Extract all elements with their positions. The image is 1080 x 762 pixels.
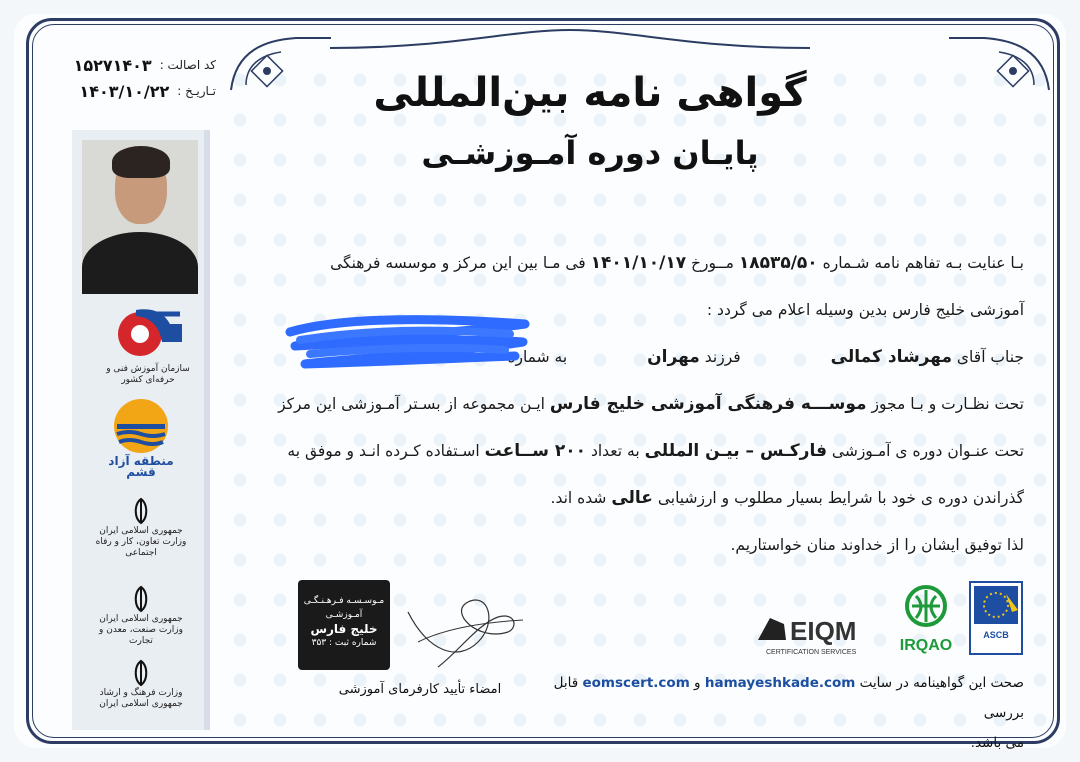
stamp-line-2: خلیج فارس [310, 622, 378, 636]
holder-photo [82, 140, 198, 294]
body-text: فرزند [699, 348, 741, 366]
tvto-emblem-icon [110, 302, 186, 364]
body-text: ایـن مجموعه از بسـتر آمـوزشی این مرکز [278, 395, 550, 413]
photo-hair [112, 146, 170, 178]
signature [398, 572, 528, 672]
issue-date-value: ۱۴۰۳/۱۰/۲۲ [79, 81, 170, 101]
ministry-culture-logo [86, 658, 196, 710]
redaction-scribble [285, 312, 530, 372]
certificate-meta [56, 52, 216, 104]
body-line-1 [236, 240, 1024, 287]
ministry-industry-name: وزارت صنعت، معدن و تجارت [99, 625, 183, 646]
issue-date-label: تـاریـخ : [177, 84, 216, 98]
iran-emblem-icon [126, 658, 156, 688]
corner-ornament-top-right [944, 30, 1054, 140]
verification-line-2: می باشد. [970, 735, 1024, 751]
tvto-logo [96, 302, 200, 386]
body-text: فی مـا بین این مرکز و موسسه فرهنگی [330, 254, 591, 272]
body-text: مــورخ [686, 254, 739, 272]
certificate-title [300, 70, 880, 172]
certificate-body [236, 240, 1024, 569]
eiqm-subtext: CERTIFICATION SERVICES [766, 649, 857, 656]
ministry-industry-logo [86, 584, 196, 647]
body-text: به شماره [507, 348, 568, 366]
verify-text: قابل بررسی [553, 675, 1024, 721]
body-line-5 [236, 428, 1024, 475]
title-sub: پایـان دوره آمـوزشـی [421, 134, 759, 172]
body-text: به تعداد [586, 442, 645, 460]
iran-emblem-icon [126, 584, 156, 614]
body-text: تحت عنـوان دوره ی آمـوزشی [826, 442, 1024, 460]
qeshm-emblem-icon [111, 396, 171, 456]
agreement-number: ۱۸۵۳۵/۵۰ [738, 253, 818, 273]
body-line-2: آموزشی خلیج فارس بدین وسیله اعلام می گردد : [706, 301, 1024, 319]
course-name: فارکـس – بیـن المللی [644, 441, 827, 461]
organization-name: موســـه فرهنگی آموزشی خلیج فارس [549, 394, 867, 414]
body-text: اسـتفاده کـرده انـد و موفق به [287, 442, 485, 460]
verify-text: و [689, 675, 705, 691]
grade: عالی [611, 488, 653, 508]
authenticity-code-row [56, 52, 216, 78]
irqao-text: IRQAO [899, 637, 953, 654]
iran-emblem-icon [126, 496, 156, 526]
agreement-date: ۱۴۰۱/۱۰/۱۷ [590, 253, 687, 273]
body-line-7: لذا توفیق ایشان را از خداوند منان خواستاریم. [730, 536, 1024, 554]
irqao-logo [892, 584, 960, 658]
verify-link-hamayeshkade[interactable]: hamayeshkade.com [704, 675, 856, 691]
body-text: بـا عنایت بـه تفاهم نامه شـماره [817, 254, 1024, 272]
photo-shirt [82, 232, 198, 294]
top-border-wave [330, 28, 810, 52]
ministry-industry-country: جمهوری اسلامی ایران [99, 614, 183, 624]
body-line-6 [236, 475, 1024, 522]
ministry-labour-country: جمهوری اسلامی ایران [99, 526, 183, 536]
qeshm-caption: منطقه آزاد قشم [108, 454, 174, 479]
tvto-caption: سازمان آموزش فنی و حرفه‌ای کشور [106, 364, 190, 385]
ministry-labour-logo [86, 496, 196, 559]
body-text: جناب آقای [952, 348, 1024, 366]
father-name: مهران [647, 347, 700, 367]
stamp-line-1: مـوسـسـه فـرهـنـگـی آمـوزشـی [303, 596, 385, 620]
eiqm-logo [756, 606, 888, 658]
body-line-4 [236, 381, 1024, 428]
ministry-labour-name: وزارت تعاون، کار و رفاه اجتماعی [95, 537, 187, 558]
ministry-culture-name: وزارت فرهنگ و ارشاد [99, 688, 183, 698]
ascb-text: ASCB [983, 630, 1009, 640]
verification-line-1 [548, 668, 1024, 728]
title-main: گواهی نامه بین‌المللی [373, 70, 807, 116]
body-text: تحت نظـارت و بـا مجوز [866, 395, 1024, 413]
authenticity-code-label: کد اصالت : [159, 58, 216, 72]
verify-link-eomscert[interactable]: eomscert.com [582, 675, 690, 691]
signature-caption: امضاء تأیید کارفرمای آموزشی [338, 682, 502, 697]
verify-text: صحت این گواهینامه در سایت [855, 675, 1024, 691]
ministry-culture-country: جمهوری اسلامی ایران [99, 699, 183, 709]
body-text: شده اند. [550, 489, 612, 507]
sidebar-edge [204, 130, 210, 730]
authenticity-code-value: ۱۵۲۷۱۴۰۳ [73, 55, 152, 75]
issue-date-row [56, 78, 216, 104]
ascb-logo [968, 580, 1024, 658]
course-hours: ۲۰۰ ســاعت [484, 441, 587, 461]
stamp-line-3: شماره ثبت : ۳۵۳ [311, 638, 377, 648]
eiqm-text: EIQM [790, 616, 857, 646]
institute-stamp [298, 580, 390, 670]
holder-name: مهرشاد کمالی [830, 347, 952, 367]
verification-note [548, 668, 1024, 758]
qeshm-logo [100, 396, 182, 478]
accreditation-logos [756, 580, 1026, 660]
body-text: گذراندن دوره ی خود با شرایط بسیار مطلوب و ارزشیابی [652, 489, 1024, 507]
